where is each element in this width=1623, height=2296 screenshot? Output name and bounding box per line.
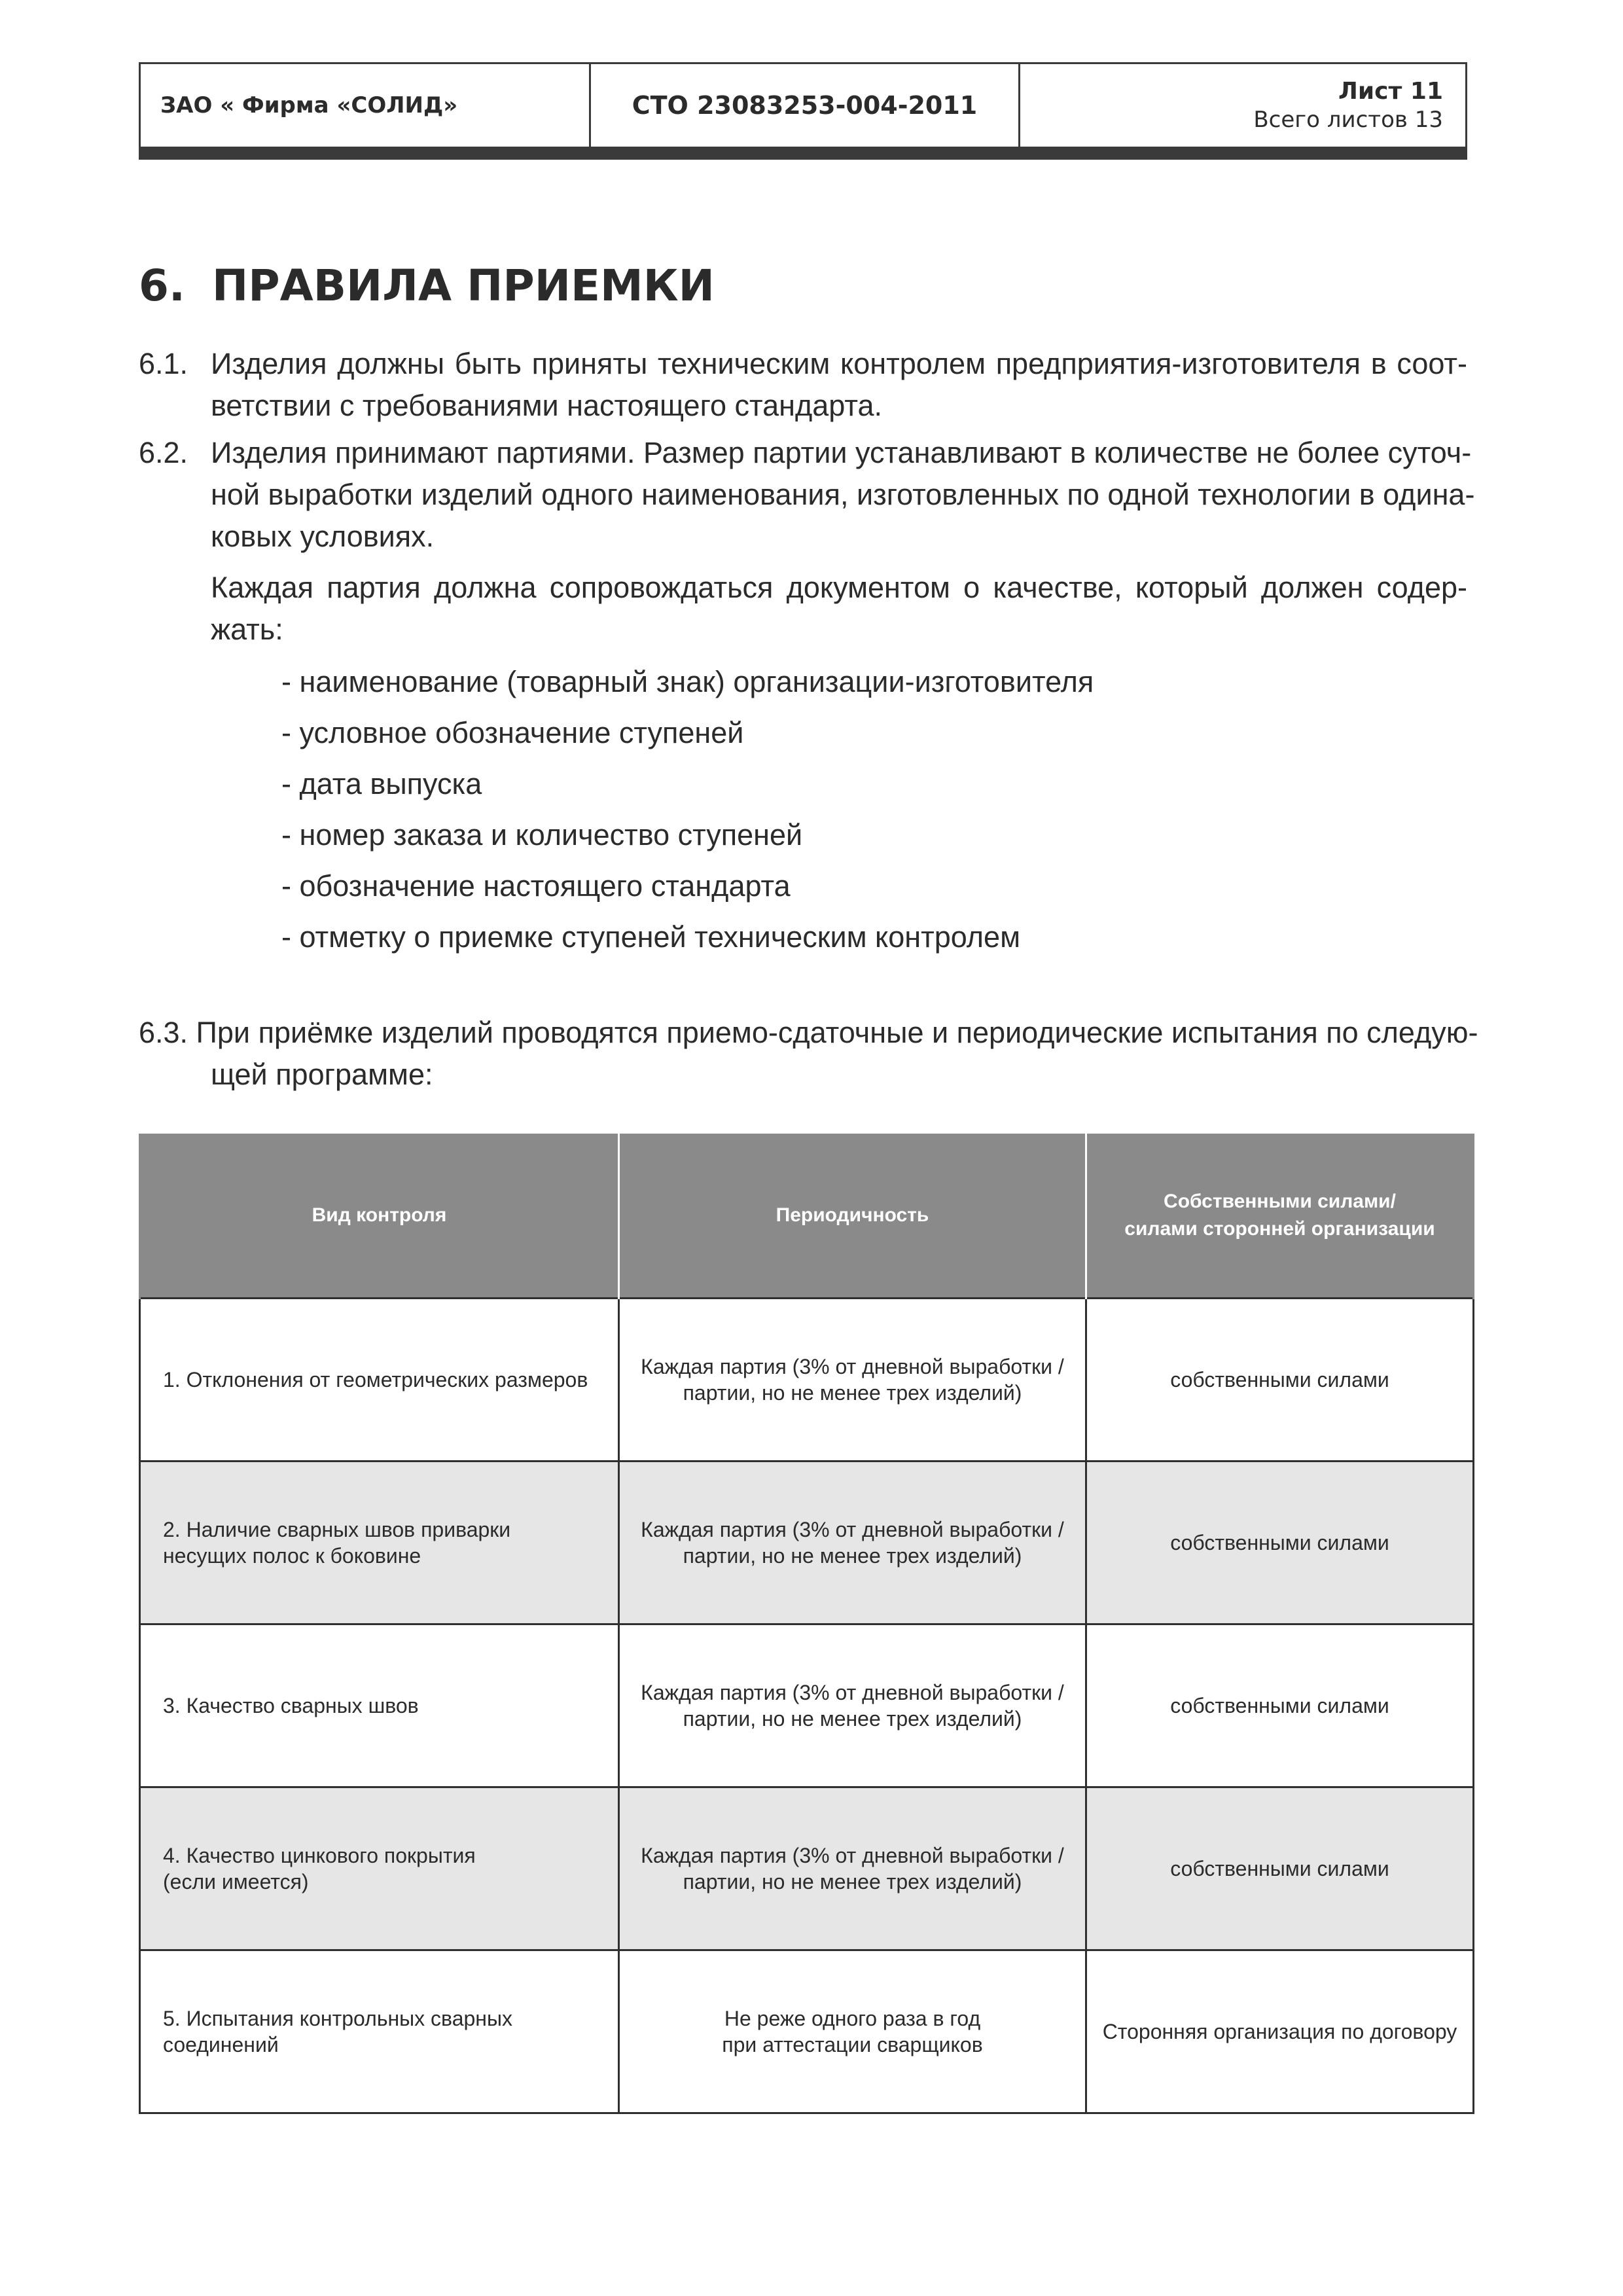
acceptance-test-table bbox=[139, 1134, 1474, 2114]
paragraph-line: ковых условиях. bbox=[211, 520, 435, 553]
sheet-number: Лист 11 bbox=[1338, 78, 1443, 105]
column-header-periodicity: Периодичность bbox=[619, 1134, 1086, 1299]
total-sheets: Всего листов 13 bbox=[1253, 107, 1443, 133]
list-item: - номер заказа и количество ступеней bbox=[281, 818, 803, 852]
table-cell-performer: собственными силами bbox=[1086, 1624, 1474, 1787]
paragraph-6-2-quality-doc bbox=[139, 567, 1467, 651]
table-cell-periodicity: Каждая партия (3% от дневной выработки / партии, но не менее трех изделий) bbox=[619, 1624, 1086, 1787]
list-item: - дата выпуска bbox=[281, 767, 482, 800]
paragraph-6-1 bbox=[139, 343, 1467, 427]
paragraph-label: 6.1. bbox=[139, 347, 188, 380]
table-cell-periodicity: Каждая партия (3% от дневной выработки / партии, но не менее трех изделий) bbox=[619, 1299, 1086, 1462]
table-row bbox=[140, 1462, 1474, 1624]
table-cell-performer: собственными силами bbox=[1086, 1462, 1474, 1624]
table-cell-control-type: 5. Испытания контрольных сварных соединений bbox=[140, 1950, 619, 2113]
table-cell-periodicity: Каждая партия (3% от дневной выработки / партии, но не менее трех изделий) bbox=[619, 1787, 1086, 1950]
paragraph-line: Изделия должны быть приняты техническим контролем предприятия-изготовителя в соот- bbox=[211, 347, 1467, 380]
section-number: 6. bbox=[139, 260, 185, 311]
table-row bbox=[140, 1950, 1474, 2113]
table-cell-control-type: 3. Качество сварных швов bbox=[140, 1624, 619, 1787]
paragraph-line: 6.3. При приёмке изделий проводятся приемо-сдаточные и периодические испытания по следую- bbox=[139, 1016, 1478, 1049]
paragraph-line: Изделия принимают партиями. Размер партии устанавливают в количестве не более суточ- bbox=[211, 436, 1472, 469]
section-title: ПРАВИЛА ПРИЕМКИ bbox=[212, 260, 715, 311]
list-item: - обозначение настоящего стандарта bbox=[281, 869, 791, 903]
column-header-control-type: Вид контроля bbox=[140, 1134, 619, 1299]
table-row bbox=[140, 1787, 1474, 1950]
table-cell-control-type: 4. Качество цинкового покрытия (если имеется) bbox=[140, 1787, 619, 1950]
document-header bbox=[139, 62, 1467, 149]
paragraph-label: 6.2. bbox=[139, 436, 188, 469]
table-row bbox=[140, 1299, 1474, 1462]
section-heading bbox=[139, 260, 715, 311]
table-cell-periodicity: Не реже одного раза в год при аттестации сварщиков bbox=[619, 1950, 1086, 2113]
paragraph-line: Каждая партия должна сопровождаться документом о качестве, который должен содер- bbox=[211, 571, 1467, 604]
table-header-row bbox=[140, 1134, 1474, 1299]
list-item: - наименование (товарный знак) организации-изготовителя bbox=[281, 665, 1094, 698]
paragraph-line: щей программе: bbox=[211, 1058, 433, 1091]
column-header-performer: Собственными силами/ силами сторонней организации bbox=[1086, 1134, 1474, 1299]
sheet-info bbox=[1020, 64, 1465, 147]
table-cell-control-type: 2. Наличие сварных швов приварки несущих полос к боковине bbox=[140, 1462, 619, 1624]
table-cell-control-type: 1. Отклонения от геометрических размеров bbox=[140, 1299, 619, 1462]
standard-number: СТО 23083253-004-2011 bbox=[591, 64, 1020, 147]
header-rule bbox=[139, 147, 1467, 160]
paragraph-line: ветствии с требованиями настоящего стандарта. bbox=[211, 389, 882, 422]
table-cell-performer: собственными силами bbox=[1086, 1299, 1474, 1462]
paragraph-6-3 bbox=[139, 1012, 1478, 1096]
paragraph-6-2 bbox=[139, 432, 1475, 558]
table-row bbox=[140, 1624, 1474, 1787]
table-cell-periodicity: Каждая партия (3% от дневной выработки / партии, но не менее трех изделий) bbox=[619, 1462, 1086, 1624]
company-name: ЗАО « Фирма «СОЛИД» bbox=[141, 64, 591, 147]
list-item: - отметку о приемке ступеней техническим контролем bbox=[281, 920, 1021, 954]
paragraph-line: ной выработки изделий одного наименования, изготовленных по одной технологии в одина- bbox=[211, 478, 1475, 511]
table-cell-performer: Сторонняя организация по договору bbox=[1086, 1950, 1474, 2113]
list-item: - условное обозначение ступеней bbox=[281, 716, 744, 749]
table-cell-performer: собственными силами bbox=[1086, 1787, 1474, 1950]
paragraph-line: жать: bbox=[211, 613, 283, 646]
